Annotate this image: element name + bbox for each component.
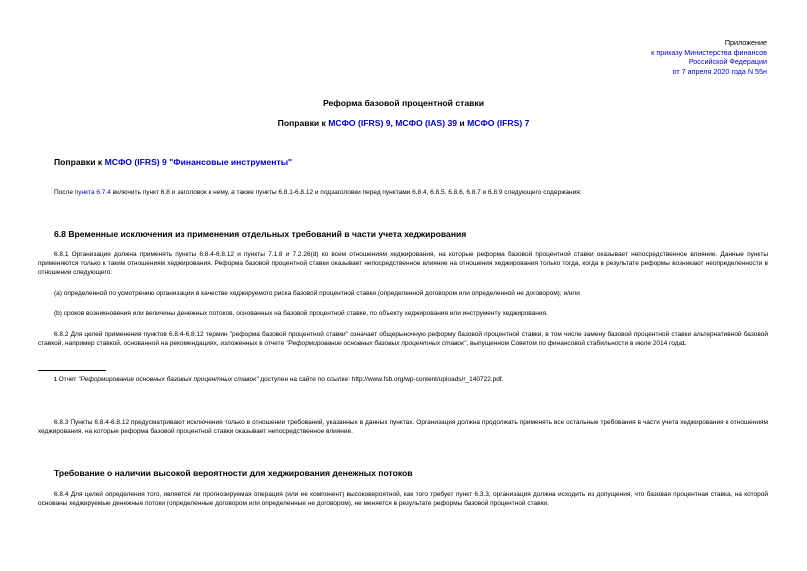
appendix-header [651, 38, 767, 76]
ifrs9-link[interactable]: МСФО (IFRS) 9 [328, 118, 391, 128]
p682-after: , выпущенном Советом по финансовой стабильности в июле 2014 года [466, 340, 683, 348]
page-subtitle [0, 118, 807, 128]
page-title: Реформа базовой процентной ставки [323, 98, 484, 108]
intro-paragraph [54, 188, 774, 197]
appendix-label: Приложение [724, 38, 767, 47]
subtitle-sep2: и [457, 118, 468, 128]
order-link[interactable]: к приказу Министерства финансов [651, 47, 767, 57]
subtitle-prefix: Поправки к [277, 118, 329, 128]
footnote-report-title: "Реформирование основных базовых процентных ставок" [78, 376, 259, 383]
ministry-link[interactable]: Российской Федерации [688, 57, 767, 67]
order-date-link[interactable]: от 7 апреля 2020 года N 55н [672, 66, 767, 76]
paragraph-6-8-4: 6.8.4 Для целей определения того, является ли прогнозируемая операция (или ее компонент) высоковероятной, как того требует пункт 6.3.3, организация должна исходить из допущения, что базовая процентная ставка, на которой основаны хеджируемые денежные потоки (определенные договором или определенные не договором), не меняется в результате реформы базовой процентной ставки. [38, 491, 768, 508]
paragraph-674-link[interactable]: пункта 6.7.4 [74, 189, 111, 196]
paragraph-6-8-2 [38, 330, 768, 349]
section-heading-ifrs9 [54, 157, 292, 167]
section-heading-prefix: Поправки к [54, 157, 105, 167]
heading-high-probability: Требование о наличии высокой вероятности для хеджирования денежных потоков [54, 468, 413, 478]
p682-end: . [684, 340, 687, 348]
footnote-ref[interactable]: 1 [682, 341, 685, 348]
ifrs7-link[interactable]: МСФО (IFRS) 7 [467, 118, 530, 128]
intro-before: После [54, 189, 75, 196]
footnote-mark: 1 [54, 377, 57, 383]
subtitle-sep1: , [390, 118, 396, 128]
heading-6-8: 6.8 Временные исключения из применения отдельных требований в части учета хеджирования [54, 229, 467, 239]
list-item-a: (a) определенной по усмотрению организации в качестве хеджируемого риска базовой процентной ставки (определенной договором или определенной не договором); и/или [54, 290, 580, 297]
list-item-b: (b) сроков возникновения или величины денежных потоков, основанных на базовой процентной ставке, по объекту хеджирования или инструменту хеджирования. [54, 310, 548, 317]
footnote-divider [38, 370, 106, 371]
intro-after: включить пункт 6.8 и заголовок к нему, а также пункты 6.8.1-6.8.12 и подзаголовки перед пунктами 6.8.4, 6.8.5, 6.8.6, 6.8.7 и 6.8.9 следующего содержания: [110, 189, 582, 196]
paragraph-6-8-3: 6.8.3 Пункты 6.8.4-6.8.12 предусматривают исключения только в отношении требований, указанных в данных пунктах. Организация должна продолжать применять все остальные требования в части учета хеджирования к отношениям хеджирования, на которые реформа базовой процентной ставки оказывает непосредственное влияние. [38, 419, 768, 436]
ias39-link[interactable]: МСФО (IAS) 39 [395, 118, 458, 128]
footnote-before: Отчет [56, 376, 79, 383]
p682-before: 6.8.2 Для целей применения пунктов 6.8.4-6.8.12 термин "реформа базовой процентной ставки" означает общерыночную реформу базовой процентной ставки, в том числе замену базовой процентной ставки альтернативной базовой ставкой, например ставкой, основанной на рекомендациях, изложенных в отчете [38, 331, 768, 348]
paragraph-6-8-1: 6.8.1 Организация должна применять пункты 6.8.4-6.8.12 и пункты 7.1.8 и 7.2.26(d) ко всем отношениям хеджирования, на которые реформа базовой процентной ставки оказывает непосредственное влияние. Данные пункты применяются только к таким отношениям хеджирования. Реформа базовой процентной ставки оказывает непосредственное влияние на отношения хеджирования только тогда, когда в результате реформы возникают неопределенности в отношении следующего: [38, 251, 768, 277]
p682-report-title: "Реформирование основных базовых процентных ставок" [286, 340, 467, 348]
footnote-after: доступен на сайте по ссылке: http://www.fsb.org/wp-content/uploads/r_140722.pdf. [258, 376, 504, 383]
section-ifrs9-link[interactable]: МСФО (IFRS) 9 "Финансовые инструменты" [104, 157, 293, 167]
footnote [54, 376, 503, 383]
